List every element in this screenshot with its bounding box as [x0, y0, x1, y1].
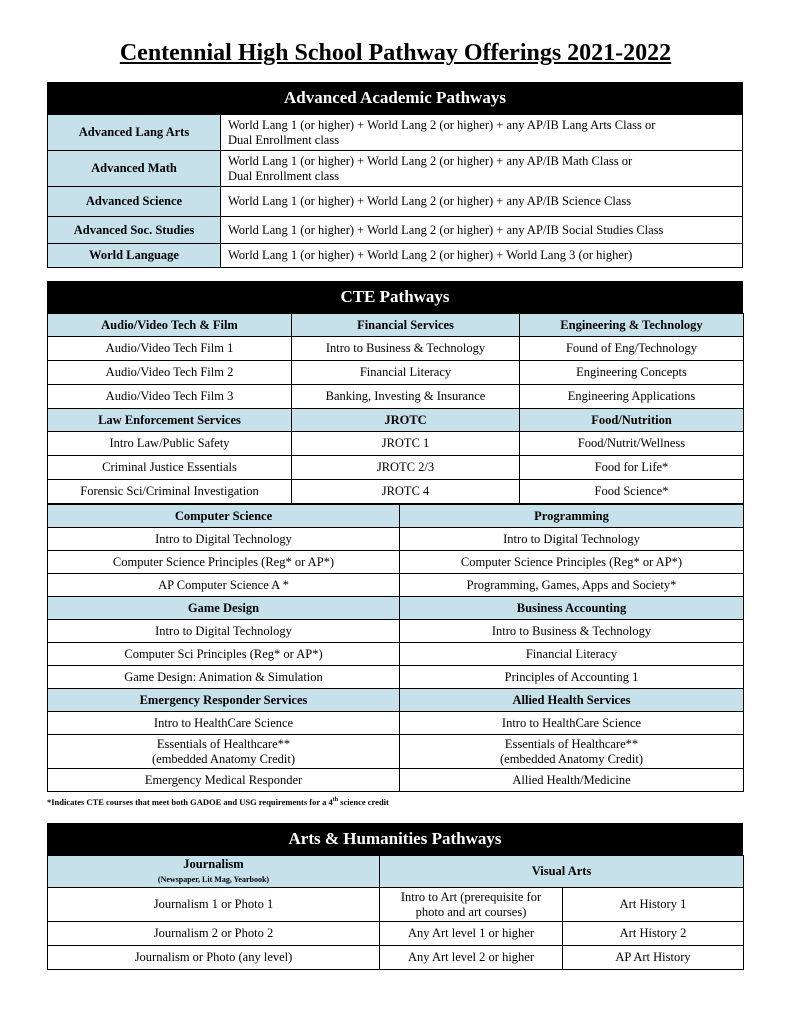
course-cell: Intro to HealthCare Science	[48, 712, 400, 735]
pathway-header-row	[48, 505, 744, 528]
course-cell: Any Art level 2 or higher	[380, 946, 563, 970]
course-cell: Intro to Digital Technology	[400, 528, 744, 551]
course-cell: JROTC 2/3	[292, 456, 520, 480]
pathway-header: Audio/Video Tech & Film	[48, 314, 292, 337]
course-cell: Food Science*	[520, 480, 744, 504]
course-cell: AP Computer Science A *	[48, 574, 400, 597]
course-row	[48, 769, 744, 792]
course-cell: Art History 2	[563, 922, 744, 946]
course-row	[48, 337, 744, 361]
course-cell: Audio/Video Tech Film 1	[48, 337, 292, 361]
course-row	[48, 456, 744, 480]
academic-pathway-label: Advanced Science	[48, 187, 221, 217]
course-row	[48, 620, 744, 643]
academic-row	[48, 151, 743, 187]
academic-row	[48, 217, 743, 244]
course-row	[48, 574, 744, 597]
arts-section	[47, 823, 743, 970]
requirement-line-1: World Lang 1 (or higher) + World Lang 2 (or higher) + any AP/IB Science Class	[228, 194, 632, 208]
course-row	[48, 712, 744, 735]
journalism-header: Journalism (Newspaper, Lit Mag, Yearbook)	[48, 856, 380, 888]
course-cell: Game Design: Animation & Simulation	[48, 666, 400, 689]
course-cell: Allied Health/Medicine	[400, 769, 744, 792]
course-cell: Emergency Medical Responder	[48, 769, 400, 792]
academic-pathway-label: World Language	[48, 244, 221, 268]
course-cell: Engineering Concepts	[520, 361, 744, 385]
course-row	[48, 385, 744, 409]
course-cell: AP Art History	[563, 946, 744, 970]
academic-row	[48, 115, 743, 151]
course-cell: Intro to HealthCare Science	[400, 712, 744, 735]
academic-pathway-label: Advanced Soc. Studies	[48, 217, 221, 244]
requirement-line-1: World Lang 1 (or higher) + World Lang 2 (or higher) + any AP/IB Social Studies Class	[228, 222, 664, 237]
academic-pathway-label: Advanced Lang Arts	[48, 115, 221, 151]
academic-section	[47, 82, 743, 268]
course-row	[48, 528, 744, 551]
course-cell: Intro to Digital Technology	[48, 620, 400, 643]
course-cell: Principles of Accounting 1	[400, 666, 744, 689]
course-row	[48, 666, 744, 689]
course-cell: Audio/Video Tech Film 3	[48, 385, 292, 409]
cte-footnote: *Indicates CTE courses that meet both GADOE and USG requirements for a 4th science credit	[47, 797, 389, 807]
visual-arts-header: Visual Arts	[380, 856, 744, 888]
cte-section	[47, 281, 743, 792]
requirement-line-1: World Lang 1 (or higher) + World Lang 2 (or higher) + any AP/IB Lang Arts Class or	[228, 117, 656, 132]
course-cell: JROTC 4	[292, 480, 520, 504]
academic-pathway-requirements	[221, 115, 743, 151]
pathway-header-row	[48, 409, 744, 432]
cte-three-col-table	[47, 313, 744, 504]
course-cell: Audio/Video Tech Film 2	[48, 361, 292, 385]
cell-line: Essentials of Healthcare**	[156, 736, 291, 751]
course-row	[48, 888, 744, 922]
course-row	[48, 551, 744, 574]
pathway-header: Financial Services	[292, 314, 520, 337]
course-cell: Programming, Games, Apps and Society*	[400, 574, 744, 597]
course-row	[48, 480, 744, 504]
academic-pathway-requirements	[221, 151, 743, 187]
course-cell: Found of Eng/Technology	[520, 337, 744, 361]
course-cell: Food/Nutrit/Wellness	[520, 432, 744, 456]
course-cell: Food for Life*	[520, 456, 744, 480]
academic-pathway-requirements	[221, 217, 743, 244]
pathway-header: Allied Health Services	[400, 689, 744, 712]
course-cell: Forensic Sci/Criminal Investigation	[48, 480, 292, 504]
course-cell: Intro to Business & Technology	[400, 620, 744, 643]
academic-pathway-requirements	[221, 244, 743, 268]
pathway-header: Computer Science	[48, 505, 400, 528]
arts-banner: Arts & Humanities Pathways	[47, 823, 743, 855]
pathway-header: Game Design	[48, 597, 400, 620]
pathway-header: Emergency Responder Services	[48, 689, 400, 712]
cell-line: Essentials of Healthcare**	[504, 736, 639, 751]
pathway-header: Engineering & Technology	[520, 314, 744, 337]
course-cell: Journalism or Photo (any level)	[48, 946, 380, 970]
course-cell: Computer Science Principles (Reg* or AP*)	[400, 551, 744, 574]
course-cell: Financial Literacy	[292, 361, 520, 385]
course-row	[48, 643, 744, 666]
course-cell: Engineering Applications	[520, 385, 744, 409]
course-cell: Art History 1	[563, 888, 744, 922]
course-cell	[380, 888, 563, 922]
cell-line: (embedded Anatomy Credit)	[151, 751, 296, 766]
pathway-header: Food/Nutrition	[520, 409, 744, 432]
course-cell: Any Art level 1 or higher	[380, 922, 563, 946]
cell-line: photo and art courses)	[415, 904, 527, 919]
requirement-line-2: Dual Enrollment class	[228, 132, 340, 147]
course-cell	[400, 735, 744, 769]
course-cell: Computer Sci Principles (Reg* or AP*)	[48, 643, 400, 666]
course-cell: Journalism 2 or Photo 2	[48, 922, 380, 946]
pathway-header: Business Accounting	[400, 597, 744, 620]
academic-row	[48, 187, 743, 217]
course-cell: Criminal Justice Essentials	[48, 456, 292, 480]
course-cell: Intro to Business & Technology	[292, 337, 520, 361]
course-row	[48, 922, 744, 946]
pathway-header-row	[48, 597, 744, 620]
course-cell: Journalism 1 or Photo 1	[48, 888, 380, 922]
course-cell: Computer Science Principles (Reg* or AP*)	[48, 551, 400, 574]
arts-table	[47, 855, 744, 970]
pathway-header-row	[48, 689, 744, 712]
cte-two-col-table	[47, 504, 744, 792]
course-cell	[48, 735, 400, 769]
academic-row	[48, 244, 743, 268]
course-row	[48, 361, 744, 385]
requirement-line-2: Dual Enrollment class	[228, 168, 340, 183]
pathway-header-row	[48, 314, 744, 337]
page-title: Centennial High School Pathway Offerings 2021-2022	[119, 40, 672, 66]
academic-table	[47, 114, 743, 268]
requirement-line-1: World Lang 1 (or higher) + World Lang 2 (or higher) + any AP/IB Math Class or	[228, 153, 633, 168]
cell-line: Intro to Art (prerequisite for	[400, 889, 542, 904]
academic-banner: Advanced Academic Pathways	[47, 82, 743, 114]
course-cell: Intro to Digital Technology	[48, 528, 400, 551]
academic-pathway-label: Advanced Math	[48, 151, 221, 187]
pathway-header: Programming	[400, 505, 744, 528]
cte-banner: CTE Pathways	[47, 281, 743, 313]
pathway-header: JROTC	[292, 409, 520, 432]
pathway-header: Law Enforcement Services	[48, 409, 292, 432]
course-cell: Intro Law/Public Safety	[48, 432, 292, 456]
academic-pathway-requirements	[221, 187, 743, 217]
course-cell: JROTC 1	[292, 432, 520, 456]
course-row	[48, 946, 744, 970]
course-cell: Banking, Investing & Insurance	[292, 385, 520, 409]
course-row	[48, 432, 744, 456]
course-cell: Financial Literacy	[400, 643, 744, 666]
requirement-line-1: World Lang 1 (or higher) + World Lang 2 (or higher) + World Lang 3 (or higher)	[228, 248, 633, 262]
course-row	[48, 735, 744, 769]
cell-line: (embedded Anatomy Credit)	[499, 751, 644, 766]
